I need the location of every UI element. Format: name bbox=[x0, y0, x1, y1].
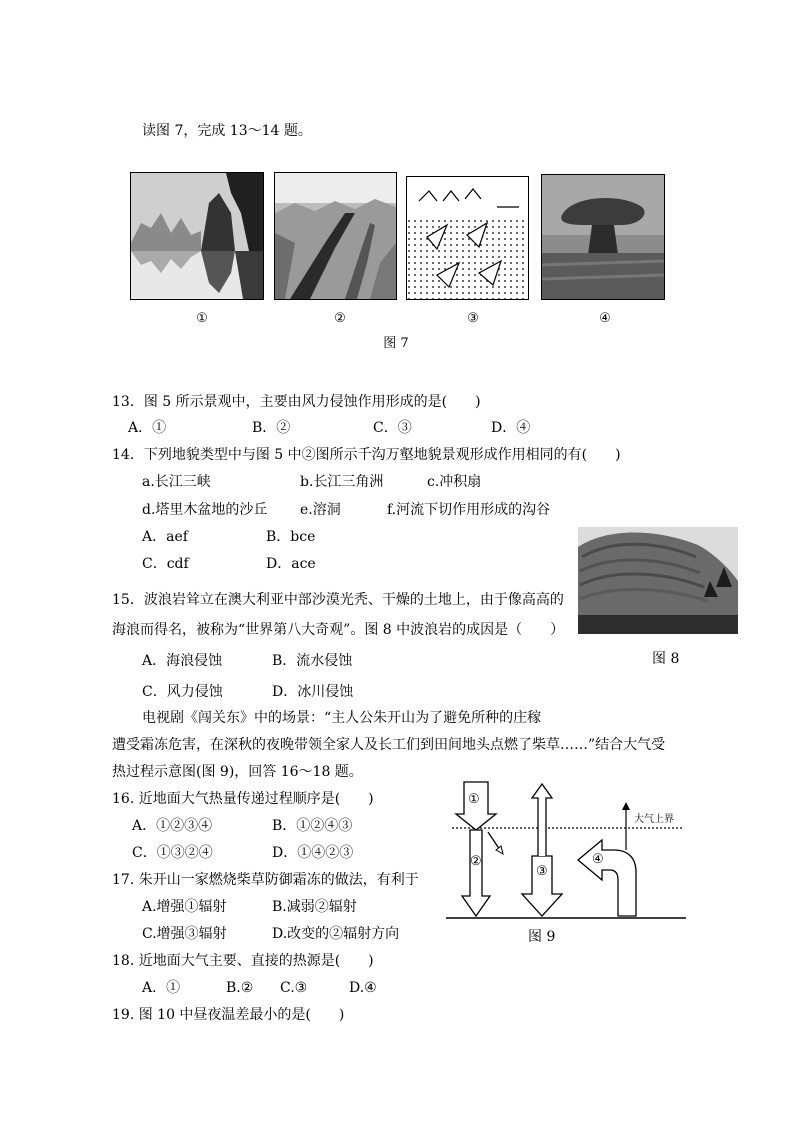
passage-line3: 热过程示意图(图 9)，回答 16～18 题。 bbox=[112, 764, 363, 780]
fig8-photo-wave-rock bbox=[578, 527, 738, 634]
q15-option-a: A．海浪侵蚀 bbox=[142, 653, 223, 669]
fig9-arrow-label-3: ③ bbox=[536, 864, 548, 879]
q15-option-c: C．风力侵蚀 bbox=[142, 684, 223, 700]
fig7-sketch-dunes bbox=[406, 176, 529, 300]
q14-item-e: e.溶洞 bbox=[300, 502, 341, 518]
q13-option-c: C．③ bbox=[373, 420, 412, 436]
fig7-intro: 读图 7，完成 13～14 题。 bbox=[142, 123, 312, 139]
q15-stem-line1: 15．波浪岩耸立在澳大利亚中部沙漠光秃、干燥的土地上，由于像高高的 bbox=[112, 592, 564, 608]
q14-item-c: c.冲积扇 bbox=[427, 474, 482, 490]
q19-stem: 19. 图 10 中昼夜温差最小的是( ) bbox=[112, 1007, 345, 1023]
fig7-photo-mushroom-rock bbox=[541, 174, 665, 300]
q18-option-d: D.④ bbox=[349, 980, 377, 996]
passage-line1: 电视剧《闯关东》中的场景：“主人公朱开山为了避免所种的庄稼 bbox=[142, 710, 542, 726]
q14-item-a: a.长江三峡 bbox=[142, 474, 211, 490]
q17-option-a: A.增强①辐射 bbox=[142, 899, 227, 915]
fig7-caption: 图 7 bbox=[383, 336, 409, 351]
q18-option-a: A．① bbox=[142, 980, 181, 996]
q17-option-b: B.减弱②辐射 bbox=[272, 899, 357, 915]
q16-option-d: D．①④②③ bbox=[272, 845, 354, 861]
fig7-photo-gullies bbox=[274, 172, 397, 300]
q14-item-b: b.长江三角洲 bbox=[300, 474, 384, 490]
fig8-caption: 图 8 bbox=[652, 651, 680, 667]
q14-item-d: d.塔里木盆地的沙丘 bbox=[142, 502, 268, 518]
fig9-top-of-atmosphere-label: 大气上界 bbox=[634, 814, 674, 825]
q13-stem: 13．图 5 所示景观中，主要由风力侵蚀作用形成的是( ) bbox=[112, 394, 481, 410]
q16-option-a: A．①②③④ bbox=[132, 818, 213, 834]
q17-stem: 17. 朱开山一家燃烧柴草防御霜冻的做法，有利于 bbox=[112, 872, 419, 888]
q15-stem-line2: 海浪而得名，被称为“世界第八大奇观”。图 8 中波浪岩的成因是（ ） bbox=[112, 622, 565, 638]
q18-option-c: C.③ bbox=[280, 980, 308, 996]
fig9-arrow-label-2: ② bbox=[470, 854, 482, 869]
fig9-caption: 图 9 bbox=[528, 929, 556, 945]
q15-option-d: D．冰川侵蚀 bbox=[272, 684, 354, 700]
fig7-label-4: ④ bbox=[599, 311, 611, 326]
q14-option-b: B．bce bbox=[266, 529, 316, 545]
q16-stem: 16. 近地面大气热量传递过程顺序是( ) bbox=[112, 791, 374, 807]
fig7-label-3: ③ bbox=[467, 311, 479, 326]
q14-option-d: D．ace bbox=[266, 556, 316, 572]
q14-item-f: f.河流下切作用形成的沟谷 bbox=[387, 502, 551, 518]
q16-option-c: C．①③②④ bbox=[132, 845, 213, 861]
fig7-label-2: ② bbox=[334, 311, 346, 326]
q14-stem: 14．下列地貌类型中与图 5 中②图所示千沟万壑地貌景观形成作用相同的有( ) bbox=[112, 447, 621, 463]
q15-option-b: B．流水侵蚀 bbox=[272, 653, 353, 669]
passage-line2: 遭受霜冻危害，在深秋的夜晚带领全家人及长工们到田间地头点燃了柴草……”结合大气受 bbox=[112, 737, 666, 753]
q18-stem: 18. 近地面大气主要、直接的热源是( ) bbox=[112, 953, 374, 969]
q13-option-d: D．④ bbox=[491, 420, 531, 436]
fig7-photo-karst bbox=[130, 172, 264, 300]
q13-option-a: A．① bbox=[128, 420, 167, 436]
q18-option-b: B.② bbox=[226, 980, 254, 996]
fig9-diagram bbox=[446, 778, 686, 923]
fig9-arrow-label-1: ① bbox=[468, 792, 480, 807]
fig9-arrow-label-4: ④ bbox=[592, 852, 604, 867]
q16-option-b: B．①②④③ bbox=[272, 818, 353, 834]
q17-option-c: C.增强③辐射 bbox=[142, 926, 227, 942]
q17-option-d: D.改变的②辐射方向 bbox=[272, 926, 400, 942]
q13-option-b: B．② bbox=[252, 420, 291, 436]
q14-option-a: A．aef bbox=[142, 529, 188, 545]
q14-option-c: C．cdf bbox=[142, 556, 189, 572]
fig7-label-1: ① bbox=[196, 311, 208, 326]
